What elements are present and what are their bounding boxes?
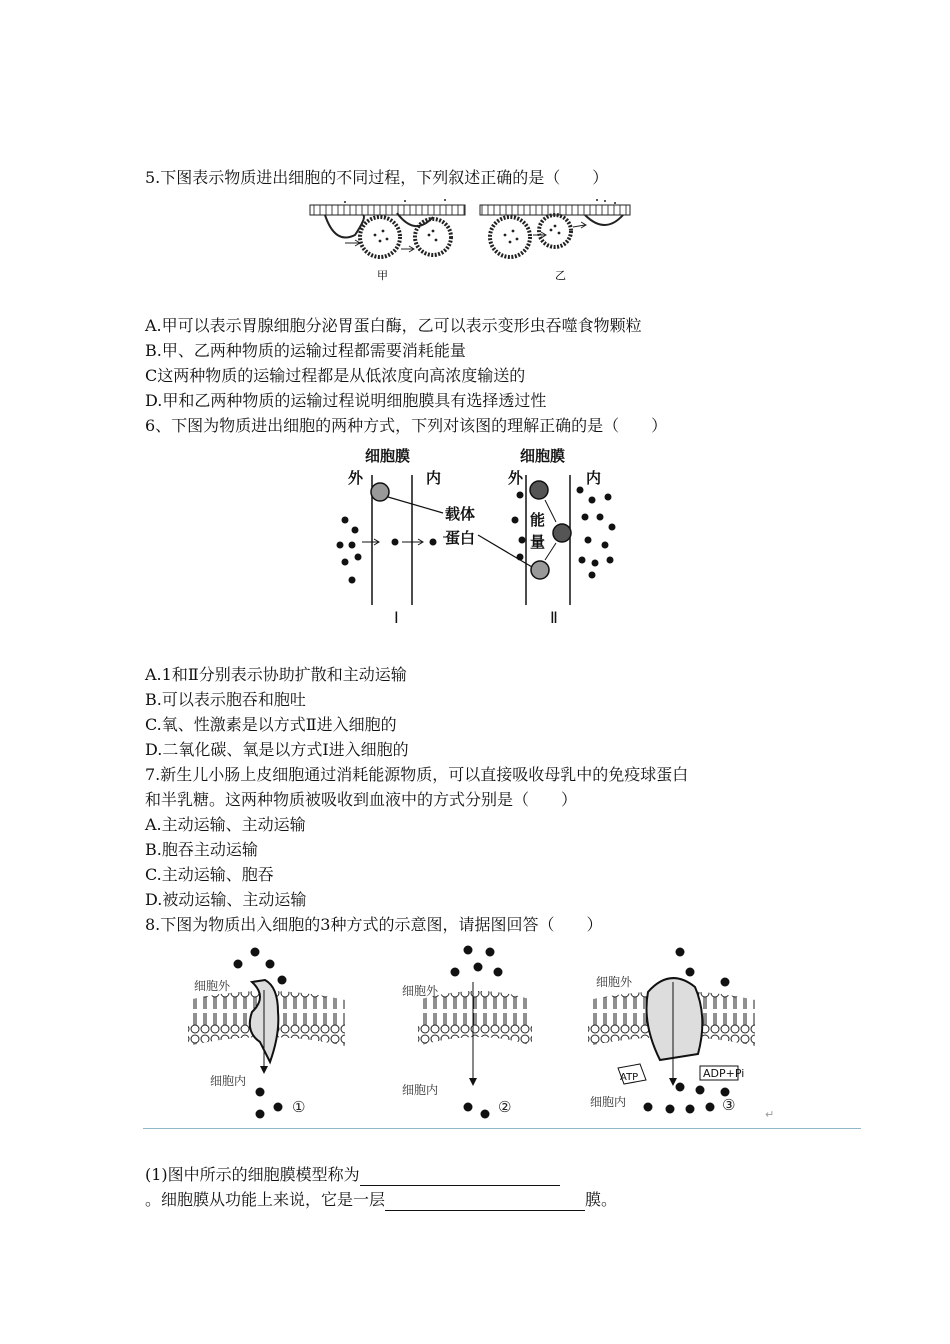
q8-stem: 8.下图为物质出入细胞的3种方式的示意图，请据图回答（ ） (145, 915, 603, 934)
q6-inside-2: 内 (586, 469, 602, 487)
q8-atp: ATP (620, 1072, 639, 1083)
q8-return-mark: ↵ (765, 1108, 775, 1121)
q8-answer-blank-2[interactable] (385, 1192, 585, 1211)
q6-membrane-label-1: 细胞膜 (365, 447, 411, 465)
q8-sub1-prompt-b: 。细胞膜从功能上来说，它是一层 (145, 1190, 386, 1209)
q5-stem: 5.下图表示物质进出细胞的不同过程，下列叙述正确的是（ ） (145, 168, 609, 187)
q7-option-a: A.主动运输、主动运输 (145, 815, 306, 834)
q6-figure (330, 445, 630, 630)
q5-option-b: B.甲、乙两种物质的运输过程都需要消耗能量 (145, 341, 466, 360)
q8-outside-1: 细胞外 (194, 979, 231, 993)
q5-option-a: A.甲可以表示胃腺细胞分泌胃蛋白酶，乙可以表示变形虫吞噬食物颗粒 (145, 316, 642, 335)
q6-carrier-label-2: 蛋白 (445, 529, 476, 547)
q8-sub1-prompt-a: (1)图中所示的细胞膜模型称为 (145, 1165, 360, 1184)
q8-adp: ADP+Pi (703, 1067, 745, 1080)
q6-inside-1: 内 (426, 469, 442, 487)
q8-sub1-line-2 (145, 1189, 617, 1211)
q6-option-c: C.氧、性激素是以方式Ⅱ进入细胞的 (145, 715, 397, 734)
q5-label-jia: 甲 (377, 269, 388, 282)
q6-label-ii: Ⅱ (550, 608, 558, 627)
q8-number-3: ③ (722, 1096, 736, 1114)
q7-option-d: D.被动运输、主动运输 (145, 890, 307, 909)
q8-outside-3: 细胞外 (596, 975, 633, 989)
q6-option-a: A.1和Ⅱ分别表示协助扩散和主动运输 (145, 665, 407, 684)
q6-option-d: D.二氧化碳、氧是以方式I进入细胞的 (145, 740, 409, 759)
q6-option-b: B.可以表示胞吞和胞吐 (145, 690, 306, 709)
q5-membrane-yi (480, 199, 630, 257)
q6-carrier-label-1: 载体 (445, 505, 476, 523)
q8-panel-2 (402, 946, 532, 1119)
q5-option-d: D.甲和乙两种物质的运输过程说明细胞膜具有选择透过性 (145, 391, 547, 410)
q7-option-c: C.主动运输、胞吞 (145, 865, 274, 884)
q6-outside-1: 外 (348, 469, 364, 487)
q6-outside-2: 外 (508, 469, 524, 487)
q8-inside-3: 细胞内 (590, 1095, 627, 1109)
q8-inside-1: 细胞内 (210, 1074, 247, 1088)
q6-carrier-ii (478, 481, 571, 579)
section-divider (143, 1128, 861, 1129)
q5-membrane-jia (310, 199, 465, 257)
q7-stem-line-2: 和半乳糖。这两种物质被吸收到血液中的方式分别是（ ） (145, 790, 578, 809)
q8-number-1: ① (292, 1098, 306, 1116)
q8-inside-2: 细胞内 (402, 1083, 439, 1097)
q6-carrier-i (371, 483, 443, 513)
q5-label-yi: 乙 (555, 269, 566, 282)
q8-figure (180, 942, 800, 1122)
q8-sub1-line-1 (145, 1164, 560, 1186)
q7-option-b: B.胞吞主动运输 (145, 840, 258, 859)
q5-option-c: C这两种物质的运输过程都是从低浓度向高浓度输送的 (145, 366, 526, 385)
q6-energy-label-2: 量 (530, 533, 546, 551)
q5-figure (305, 195, 635, 285)
q8-panel-3 (588, 948, 774, 1122)
q8-outside-2: 细胞外 (402, 984, 439, 998)
q8-panel-1 (188, 948, 345, 1119)
q6-energy-label-1: 能 (530, 511, 546, 529)
q6-label-i: Ⅰ (394, 608, 399, 627)
q6-membrane-label-2: 细胞膜 (520, 447, 566, 465)
q8-number-2: ② (498, 1098, 512, 1116)
q7-stem-line-1: 7.新生儿小肠上皮细胞通过消耗能源物质，可以直接吸收母乳中的免疫球蛋白 (145, 765, 689, 784)
q8-answer-blank-1[interactable] (360, 1167, 560, 1186)
q6-stem: 6、下图为物质进出细胞的两种方式，下列对该图的理解正确的是（ ） (145, 416, 668, 435)
q8-sub1-prompt-c: 膜。 (585, 1190, 618, 1209)
